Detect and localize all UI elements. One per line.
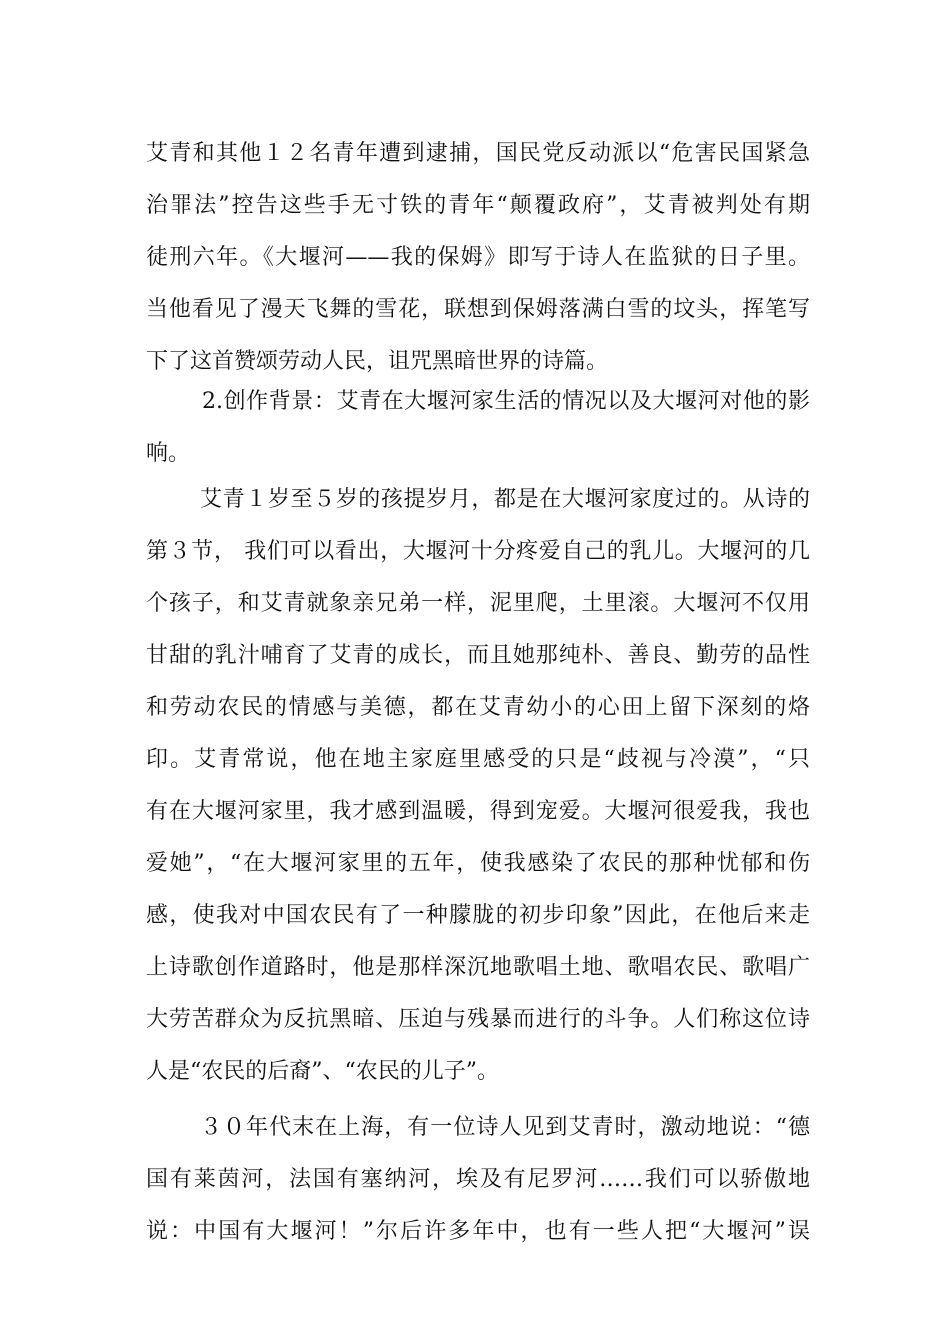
text-line: 第３节， 我们可以看出，大堰河十分疼爱自己的乳儿。大堰河的几 <box>146 539 810 564</box>
text-line: 甘甜的乳汁哺育了艾青的成长，而且她那纯朴、善良、勤劳的品性 <box>146 643 810 668</box>
paragraph-childhood <box>146 474 810 1098</box>
text-line: 说：中国有大堰河！”尔后许多年中，也有一些人把“大堰河”误 <box>146 1219 810 1244</box>
text-line: 下了这首赞颂劳动人民，诅咒黑暗世界的诗篇。 <box>146 349 609 374</box>
text-line: 有在大堰河家里，我才感到温暖，得到宠爱。大堰河很爱我，我也 <box>146 799 810 824</box>
text-line: 个孩子，和艾青就象亲兄弟一样，泥里爬，土里滚。大堰河不仅用 <box>146 591 810 616</box>
text-line: 上诗歌创作道路时，他是那样深沉地歌唱土地、歌唱农民、歌唱广 <box>146 955 810 980</box>
text-line: 国有莱茵河，法国有塞纳河，埃及有尼罗河……我们可以骄傲地 <box>146 1167 810 1192</box>
text-line: 艾青和其他１２名青年遭到逮捕，国民党反动派以“危害民国紧急 <box>146 141 810 166</box>
text-line: 印。艾青常说，他在地主家庭里感受的只是“歧视与冷漠”，“只 <box>146 747 810 772</box>
text-line: 当他看见了漫天飞舞的雪花，联想到保姆落满白雪的坟头，挥笔写 <box>146 297 810 322</box>
text-line: 和劳动农民的情感与美德，都在艾青幼小的心田上留下深刻的烙 <box>146 695 810 720</box>
text-line: 徒刑六年。《大堰河——我的保姆》即写于诗人在监狱的日子里。 <box>146 245 810 270</box>
text-line: ３０年代末在上海，有一位诗人见到艾青时，激动地说：“德 <box>200 1115 810 1140</box>
paragraph-shanghai <box>146 1102 810 1258</box>
paragraph-background-heading <box>146 376 810 480</box>
text-line: 爱她”，“在大堰河家里的五年，使我感染了农民的那种忧郁和伤 <box>146 851 810 876</box>
text-line: 艾青１岁至５岁的孩提岁月，都是在大堰河家度过的。从诗的 <box>200 487 810 512</box>
text-line: 感，使我对中国农民有了一种朦胧的初步印象”因此，在他后来走 <box>146 903 810 928</box>
text-line: 大劳苦群众为反抗黑暗、压迫与残暴而进行的斗争。人们称这位诗 <box>146 1007 810 1032</box>
text-line: 人是“农民的后裔”、“农民的儿子”。 <box>146 1059 499 1084</box>
text-line: 治罪法”控告这些手无寸铁的青年“颠覆政府”，艾青被判处有期 <box>146 193 810 218</box>
paragraph-arrest <box>146 128 810 388</box>
section-heading: 2.创作背景：艾青在大堰河家生活的情况以及大堰河对他的影 <box>202 389 810 414</box>
text-line: 响。 <box>146 441 191 466</box>
